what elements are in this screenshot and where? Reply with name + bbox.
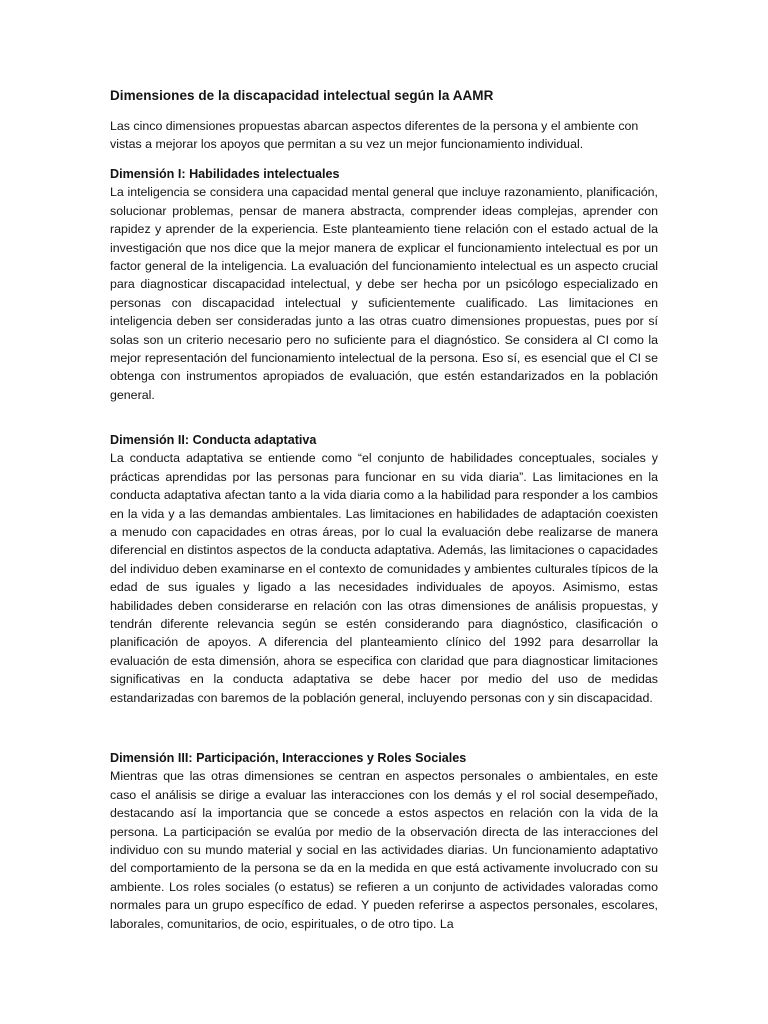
section-body: La inteligencia se considera una capacidad mental general que incluye razonamiento, planificación, solucionar problemas, pensar de manera abstracta, comprender ideas complejas, aprender con rapidez y aprender de la experiencia. Este planteamiento tiene relación con el estado actual de la investigación que nos dice que la mejor manera de explicar el funcionamiento intelectual es por un factor general de la inteligencia. La evaluación del funcionamiento intelectual es un aspecto crucial para diagnosticar discapacidad intelectual, y debe ser hecha por un psicólogo especializado en personas con discapacidad intelectual y suficientemente cualificado. Las limitaciones en inteligencia deben ser consideradas junto a las otras cuatro dimensiones propuestas, pues por sí solas son un criterio necesario pero no suficiente para el diagnóstico. Se considera al CI como la mejor representación del funcionamiento intelectual de la persona. Eso sí, es esencial que el CI se obtenga con instrumentos apropiados de evaluación, que estén estandarizados en la población general. — [110, 185, 658, 402]
document-page — [110, 0, 658, 1024]
section-dimension-2 — [110, 431, 658, 707]
section-dimension-1 — [110, 165, 658, 404]
intro-paragraph-block — [110, 117, 658, 154]
document-title: Dimensiones de la discapacidad intelectual según la AAMR — [110, 88, 494, 103]
section-dimension-3 — [110, 749, 658, 933]
section-body: La conducta adaptativa se entiende como “el conjunto de habilidades conceptuales, sociales y prácticas aprendidas por las personas para funcionar en su vida diaria”. Las limitaciones en la conducta adaptativa afectan tanto a la vida diaria como a la habilidad para responder a los cambios en la vida y a las demandas ambientales. Las limitaciones en habilidades de adaptación coexisten a menudo con capacidades en otras áreas, por lo cual la evaluación debe realizarse de manera diferencial en distintos aspectos de la conducta adaptativa. Además, las limitaciones o capacidades del individuo deben examinarse en el contexto de comunidades y ambientes culturales típicos de la edad de sus iguales y ligado a las necesidades individuales de apoyos. Asimismo, estas habilidades deben considerarse en relación con las otras dimensiones de análisis propuestas, y tendrán diferente relevancia según se estén considerando para diagnóstico, clasificación o planificación de apoyos. A diferencia del planteamiento clínico del 1992 para desarrollar la evaluación de esta dimensión, ahora se especifica con claridad que para diagnosticar limitaciones significativas en la conducta adaptativa se debe hacer por medio del uso de medidas estandarizadas con baremos de la población general, incluyendo personas con y sin discapacidad. — [110, 451, 658, 705]
section-body: Mientras que las otras dimensiones se centran en aspectos personales o ambientales, en este caso el análisis se dirige a evaluar las interacciones con los demás y el rol social desempeñado, destacando así la importancia que se concede a estos aspectos en relación con la vida de la persona. La participación se evalúa por medio de la observación directa de las interacciones del individuo con su mundo material y social en las actividades diarias. Un funcionamiento adaptativo del comportamiento de la persona se da en la medida en que está activamente involucrado con su ambiente. Los roles sociales (o estatus) se refieren a un conjunto de actividades valoradas como normales para un grupo específico de edad. Y pueden referirse a aspectos personales, escolares, laborales, comunitarios, de ocio, espirituales, o de otro tipo. La — [110, 769, 658, 931]
section-heading: Dimensión I: Habilidades intelectuales — [110, 167, 340, 181]
section-heading: Dimensión II: Conducta adaptativa — [110, 433, 317, 447]
intro-paragraph: Las cinco dimensiones propuestas abarcan aspectos diferentes de la persona y el ambiente con vistas a mejorar los apoyos que permitan a su vez un mejor funcionamiento individual. — [110, 119, 639, 152]
section-heading: Dimensión III: Participación, Interacciones y Roles Sociales — [110, 751, 467, 765]
